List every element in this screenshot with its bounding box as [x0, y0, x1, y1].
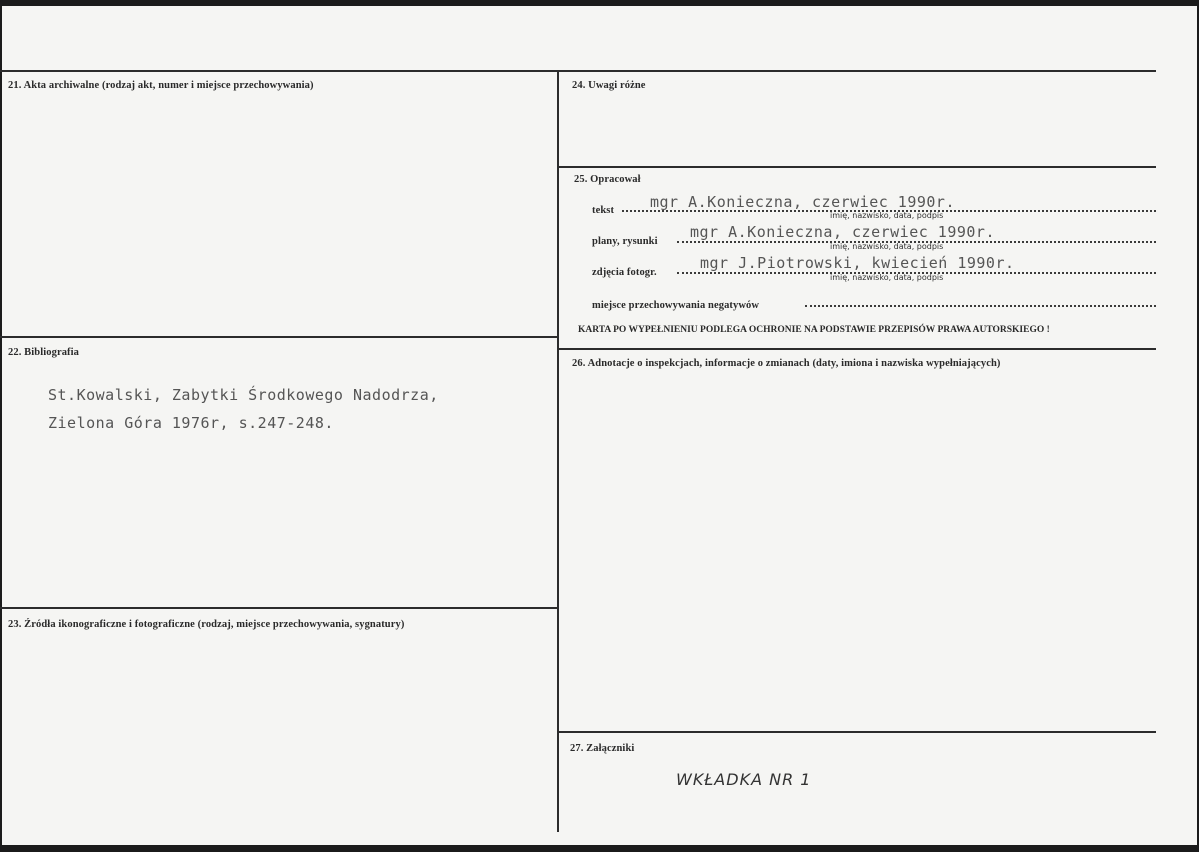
bibliography-line-2: Zielona Góra 1976r, s.247-248. — [48, 414, 334, 432]
bibliography-line-1: St.Kowalski, Zabytki Środkowego Nadodrza, — [48, 386, 439, 404]
divider-24-25 — [558, 166, 1156, 168]
copyright-notice: KARTA PO WYPEŁNIENIU PODLEGA OCHRONIE NA PODSTAWIE PRZEPISÓW PRAWA AUTORSKIEGO ! — [578, 325, 1050, 335]
section-21-title: 21. Akta archiwalne (rodzaj akt, numer i miejsce przechowywania) — [8, 80, 314, 91]
attachment-handwritten: WKŁADKA NR 1 — [676, 770, 812, 789]
divider-25-26 — [558, 348, 1156, 350]
divider-26-27 — [558, 731, 1156, 733]
section-23-title: 23. Źródła ikonograficzne i fotograficzne (rodzaj, miejsce przechowywania, sygnatury) — [8, 619, 405, 630]
negatives-label: miejsce przechowywania negatywów — [592, 300, 760, 311]
negatives-line — [805, 305, 1156, 307]
bottom-border — [0, 845, 1199, 852]
divider-22-23 — [0, 607, 558, 609]
divider-21-22 — [0, 336, 558, 338]
center-divider — [557, 70, 559, 832]
text-author-label: tekst — [592, 205, 615, 216]
photos-author-hint: imię, nazwisko, data, podpis — [830, 273, 944, 282]
drawings-author-hint: imię, nazwisko, data, podpis — [830, 242, 944, 251]
section-26-title: 26. Adnotacje o inspekcjach, informacje o zmianach (daty, imiona i nazwiska wypełniających) — [572, 358, 1001, 369]
section-22-title: 22. Bibliografia — [8, 347, 80, 358]
top-border — [0, 0, 1199, 6]
drawings-author-value: mgr A.Konieczna, czerwiec 1990r. — [690, 223, 995, 241]
section-27-title: 27. Załączniki — [570, 743, 635, 754]
top-divider — [0, 70, 1156, 72]
photos-author-label: zdjęcia fotogr. — [592, 267, 657, 278]
photos-author-value: mgr J.Piotrowski, kwiecień 1990r. — [700, 254, 1015, 272]
section-24-title: 24. Uwagi różne — [572, 80, 646, 91]
section-25-title: 25. Opracował — [574, 174, 641, 185]
text-author-value: mgr A.Konieczna, czerwiec 1990r. — [650, 193, 955, 211]
drawings-author-label: plany, rysunki — [592, 236, 658, 247]
text-author-hint: imię, nazwisko, data, podpis — [830, 211, 944, 220]
